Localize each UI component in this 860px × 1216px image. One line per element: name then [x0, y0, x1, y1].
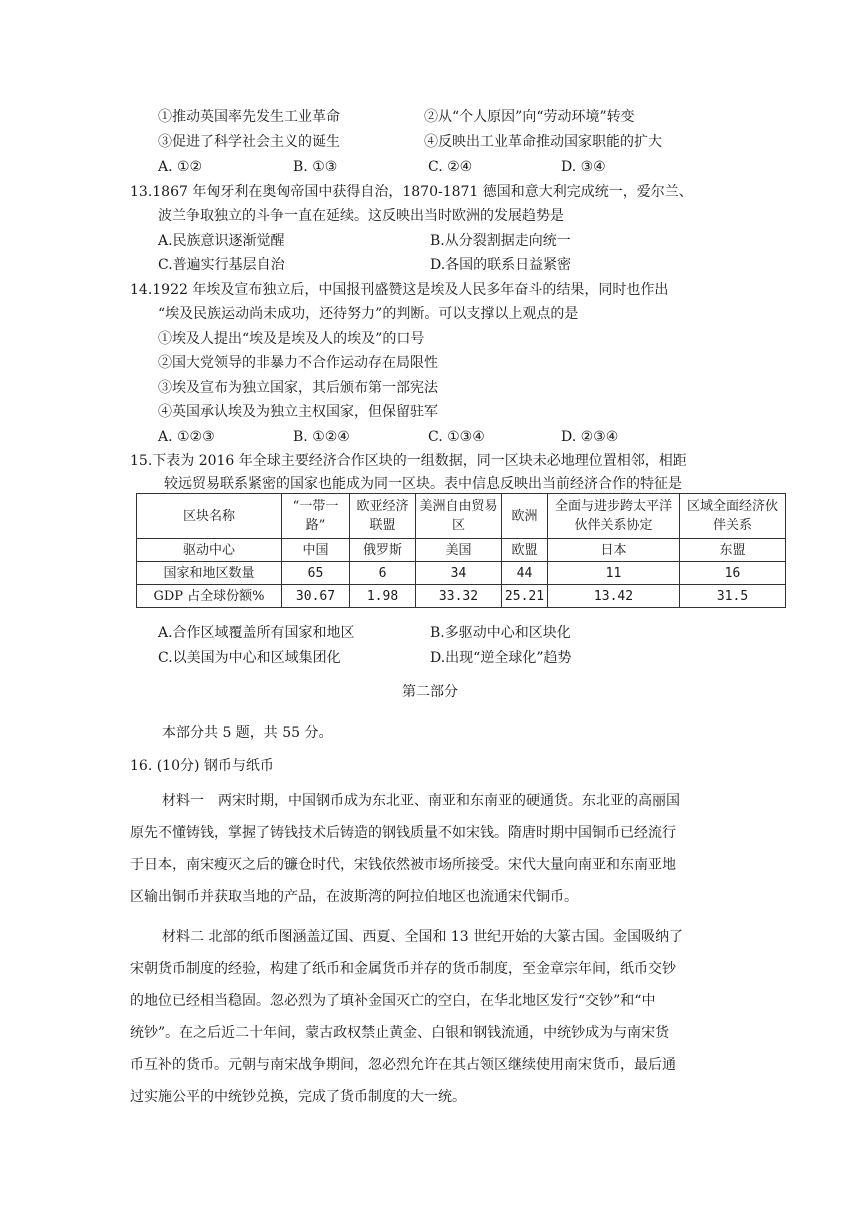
- table-header-cell: “一带一路”: [282, 494, 350, 539]
- table-header-cell: 全面与进步跨太平洋伙伴关系协定: [548, 494, 680, 539]
- q16-material-1-line: 原先不懂铸钱，掌握了铸钱技术后铸造的钢钱质量不如宋钱。隋唐时期中国铜币已经流行: [130, 825, 676, 841]
- table-cell: 中国: [282, 539, 350, 562]
- q13-choice-d: D.各国的联系日益紧密: [430, 257, 572, 273]
- q14-stem-line-1: 14.1922 年埃及宣布独立后，中国报刊盛赞这是埃及人民多年奋斗的结果，同时也作出: [130, 282, 669, 298]
- q12-choice-a: A. ①②: [158, 159, 203, 175]
- q16-material-1-line: 材料一 两宋时期，中国钢币成为东北亚、南亚和东南亚的硬通货。东北亚的高丽国: [162, 793, 680, 809]
- table-row: [137, 562, 786, 585]
- table-cell: 30.67: [282, 585, 350, 608]
- q15-stem-line-1: 15.下表为 2016 年全球主要经济合作区块的一组数据，同一区块未必地理位置相邻，相距: [130, 453, 687, 469]
- table-cell: 欧盟: [502, 539, 548, 562]
- table-row: [137, 585, 786, 608]
- table-cell: 44: [502, 562, 548, 585]
- q12-option-1: ①推动英国率先发生工业革命: [158, 109, 340, 125]
- table-cell: 16: [680, 562, 786, 585]
- q14-choice-b: B. ①②④: [293, 429, 350, 445]
- q14-stem-line-2: “埃及民族运动尚未成功，还待努力”的判断。可以支撑以上观点的是: [158, 306, 579, 322]
- q16-material-2-line: 统钞”。在之后近二十年间，蒙古政权禁止黄金、白银和钢钱流通，中统钞成为与南宋货: [130, 1025, 670, 1041]
- table-header-cell: 欧亚经济联盟: [350, 494, 416, 539]
- table-cell: 34: [416, 562, 502, 585]
- section-intro: 本部分共 5 题，共 55 分。: [162, 725, 333, 741]
- q16-material-2-line: 宋朝货币制度的经验，构建了纸币和金属货币并存的货币制度，至金章宗年间，纸币交钞: [130, 961, 676, 977]
- table-cell: 美国: [416, 539, 502, 562]
- q14-item-4: ④英国承认埃及为独立主权国家，但保留驻军: [158, 404, 438, 420]
- q16-material-1-line: 区输出铜币并获取当地的产品，在波斯湾的阿拉伯地区也流通宋代铜币。: [130, 889, 578, 905]
- q13-stem-line-1: 13.1867 年匈牙利在奥匈帝国中获得自治，1870-1871 德国和意大利完成统一，爱尔兰、: [130, 184, 693, 200]
- table-cell: 11: [548, 562, 680, 585]
- q14-choice-d: D. ②③④: [561, 429, 619, 445]
- table-header-cell: 区块名称: [137, 494, 282, 539]
- table-cell: 日本: [548, 539, 680, 562]
- table-row: [137, 539, 786, 562]
- table-cell: 俄罗斯: [350, 539, 416, 562]
- table-cell: 31.5: [680, 585, 786, 608]
- table-cell: 1.98: [350, 585, 416, 608]
- table-cell: 65: [282, 562, 350, 585]
- q14-item-2: ②国大党领导的非暴力不合作运动存在局限性: [158, 355, 438, 371]
- q12-choice-d: D. ③④: [561, 159, 606, 175]
- table-cell: 13.42: [548, 585, 680, 608]
- table-cell: GDP 占全球份额%: [137, 585, 282, 608]
- q12-option-2: ②从“个人原因”向“劳动环境”转变: [424, 109, 635, 125]
- q16-material-1-line: 于日本，南宋瘦灭之后的镰仓时代，宋钱依然被市场所接受。宋代大量向南亚和东南亚地: [130, 857, 676, 873]
- q15-choice-d: D.出现“逆全球化”趋势: [430, 650, 572, 666]
- table-cell: 25.21: [502, 585, 548, 608]
- q16-material-2-line: 币互补的货币。元朝与南宋战争期间，忽必烈允许在其占领区继续使用南宋货币，最后通: [130, 1057, 676, 1073]
- table-cell: 东盟: [680, 539, 786, 562]
- q15-stem-line-2: 较远贸易联系紧密的国家也能成为同一区块。表中信息反映出当前经济合作的特征是: [164, 476, 682, 492]
- q14-item-1: ①埃及人提出“埃及是埃及人的埃及”的口号: [158, 331, 425, 347]
- table-cell: 国家和地区数量: [137, 562, 282, 585]
- table-cell: 33.32: [416, 585, 502, 608]
- q12-option-4: ④反映出工业革命推动国家职能的扩大: [424, 134, 662, 150]
- economic-blocks-table: [136, 493, 786, 608]
- q15-choice-a: A.合作区域覆盖所有国家和地区: [158, 625, 355, 641]
- table-cell: 6: [350, 562, 416, 585]
- q15-choice-b: B.多驱动中心和区块化: [430, 625, 571, 641]
- q16-material-2-line: 的地位已经相当稳固。忽必烈为了填补金国灭亡的空白，在华北地区发行“交钞”和“中: [130, 993, 656, 1009]
- q13-stem-line-2: 波兰争取独立的斗争一直在延续。这反映出当时欧洲的发展趋势是: [158, 208, 564, 224]
- table-header-cell: 欧洲: [502, 494, 548, 539]
- q13-choice-b: B.从分裂割据走向统一: [430, 233, 571, 249]
- table-cell: 驱动中心: [137, 539, 282, 562]
- q13-choice-c: C.普遍实行基层自治: [158, 257, 285, 273]
- q14-choice-a: A. ①②③: [158, 429, 215, 445]
- q16-material-2-line: 材料二 北部的纸币图涵盖辽国、西夏、全国和 13 世纪开始的大篆古国。金国吸纳了: [162, 929, 684, 945]
- q12-choice-c: C. ②④: [428, 159, 473, 175]
- q12-choice-b: B. ①③: [293, 159, 338, 175]
- q13-choice-a: A.民族意识逐渐觉醒: [158, 233, 285, 249]
- section-title: 第二部分: [402, 684, 458, 700]
- table-header-row: [137, 494, 786, 539]
- q14-item-3: ③埃及宣布为独立国家，其后颁布第一部宪法: [158, 380, 438, 396]
- q12-option-3: ③促进了科学社会主义的诞生: [158, 134, 340, 150]
- table-header-cell: 区域全面经济伙伴关系: [680, 494, 786, 539]
- q14-choice-c: C. ①③④: [428, 429, 485, 445]
- q16-heading: 16. (10分) 钢币与纸币: [130, 758, 274, 774]
- q16-material-2-line: 过实施公平的中统钞兑换，完成了货币制度的大一统。: [130, 1089, 466, 1105]
- table-header-cell: 美洲自由贸易区: [416, 494, 502, 539]
- q15-choice-c: C.以美国为中心和区域集团化: [158, 650, 341, 666]
